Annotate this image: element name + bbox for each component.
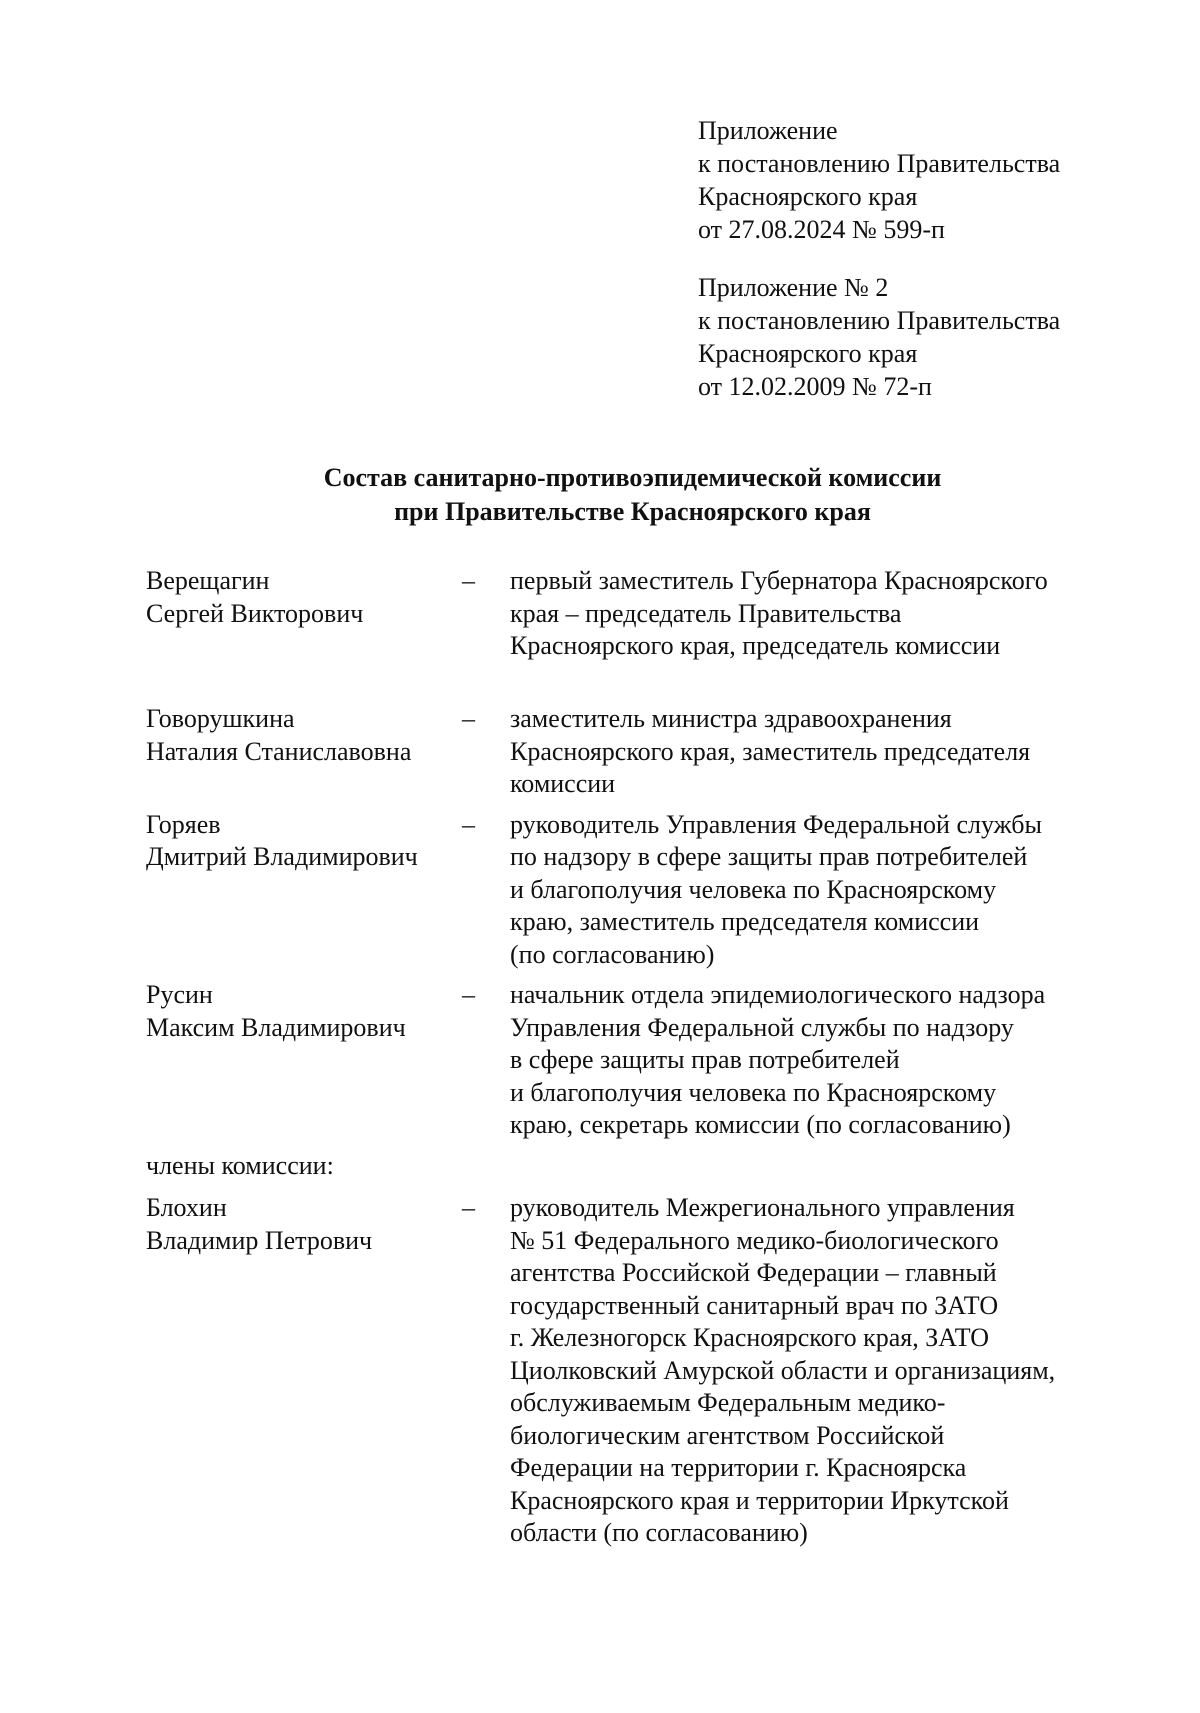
role-line: в сфере защиты прав потребителей — [510, 1045, 900, 1074]
member-name — [146, 565, 456, 630]
role-line: Красноярского края, председатель комиссии — [510, 631, 1001, 660]
member-surname: Блохин — [146, 1193, 227, 1222]
dash-separator: – — [462, 980, 475, 1009]
role-line: области (по согласованию) — [510, 1518, 808, 1547]
role-line: заместитель министра здравоохранения — [510, 704, 952, 733]
member-row — [146, 1192, 1106, 1547]
members-label: члены комиссии: — [146, 1150, 334, 1180]
dash-separator: – — [462, 704, 475, 733]
member-name — [146, 979, 456, 1044]
role-line: Управления Федеральной службы по надзору — [510, 1012, 1014, 1042]
appendix-header-current — [698, 114, 1060, 246]
appendix-line: Приложение № 2 — [698, 273, 889, 302]
member-surname: Верещагин — [146, 566, 270, 595]
member-name — [146, 809, 456, 874]
role-line: и благополучия человека по Красноярскому — [510, 874, 997, 904]
member-given-name: Сергей Викторович — [146, 598, 364, 628]
document-title — [0, 461, 1200, 529]
member-given-name: Дмитрий Владимирович — [146, 842, 418, 871]
member-role — [510, 979, 1110, 1142]
member-role — [510, 565, 1110, 663]
role-line: г. Железногорск Красноярского края, ЗАТО — [510, 1323, 990, 1352]
member-row — [146, 703, 1106, 801]
member-name — [146, 703, 456, 768]
dash-separator: – — [462, 809, 475, 839]
appendix-line: Красноярского края — [698, 182, 918, 211]
dash-separator: – — [462, 1193, 475, 1222]
role-line: биологическим агентством Российской — [510, 1420, 945, 1450]
role-line: обслуживаемым Федеральным медико- — [510, 1388, 946, 1417]
title-line: Состав санитарно-противоэпидемической комиссии — [323, 463, 942, 492]
appendix-line: к постановлению Правительства — [698, 306, 1061, 335]
role-line: руководитель Межрегионального управления — [510, 1193, 1015, 1222]
member-row — [146, 809, 1106, 972]
appendix-header-original — [698, 271, 1060, 403]
member-given-name: Владимир Петрович — [146, 1225, 373, 1255]
member-row — [146, 979, 1106, 1142]
member-surname: Русин — [146, 980, 213, 1009]
role-line: № 51 Федерального медико-биологического — [510, 1225, 999, 1255]
title-line: при Правительстве Красноярского края — [394, 497, 871, 526]
member-surname: Говорушкина — [146, 704, 295, 733]
appendix-line: от 27.08.2024 № 599-п — [698, 215, 945, 244]
role-line: государственный санитарный врач по ЗАТО — [510, 1290, 999, 1320]
member-role — [510, 703, 1110, 801]
commission-list — [146, 565, 1106, 1547]
appendix-line: Красноярского края — [698, 339, 918, 368]
member-surname: Горяев — [146, 809, 221, 839]
role-line: Красноярского края и территории Иркутской — [510, 1485, 1009, 1515]
appendix-line: к постановлению Правительства — [698, 149, 1061, 178]
role-line: по надзору в сфере защиты прав потребителей — [510, 842, 1028, 871]
role-line: Циолковский Амурской области и организациям, — [510, 1355, 1056, 1385]
appendix-line: от 12.02.2009 № 72-п — [698, 372, 932, 401]
member-row — [146, 565, 1106, 695]
member-role — [510, 1192, 1110, 1550]
role-line: агентства Российской Федерации – главный — [510, 1258, 997, 1287]
member-given-name: Максим Владимирович — [146, 1012, 406, 1042]
member-role — [510, 809, 1110, 972]
role-line: краю, заместитель председателя комиссии — [510, 907, 980, 936]
role-line: края – председатель Правительства — [510, 598, 902, 628]
role-line: первый заместитель Губернатора Красноярского — [510, 566, 1048, 595]
role-line: руководитель Управления Федеральной службы — [510, 809, 1042, 839]
role-line: и благополучия человека по Красноярскому — [510, 1077, 997, 1107]
member-name — [146, 1192, 456, 1257]
role-line: комиссии — [510, 769, 616, 798]
role-line: Федерации на территории г. Красноярска — [510, 1453, 967, 1482]
member-given-name: Наталия Станиславовна — [146, 736, 412, 766]
role-line: (по согласованию) — [510, 939, 715, 969]
role-line: краю, секретарь комиссии (по согласованию) — [510, 1110, 1011, 1139]
role-line: Красноярского края, заместитель председателя — [510, 736, 1031, 766]
dash-separator: – — [462, 566, 475, 595]
role-line: начальник отдела эпидемиологического надзора — [510, 980, 1046, 1009]
appendix-line: Приложение — [698, 116, 838, 145]
